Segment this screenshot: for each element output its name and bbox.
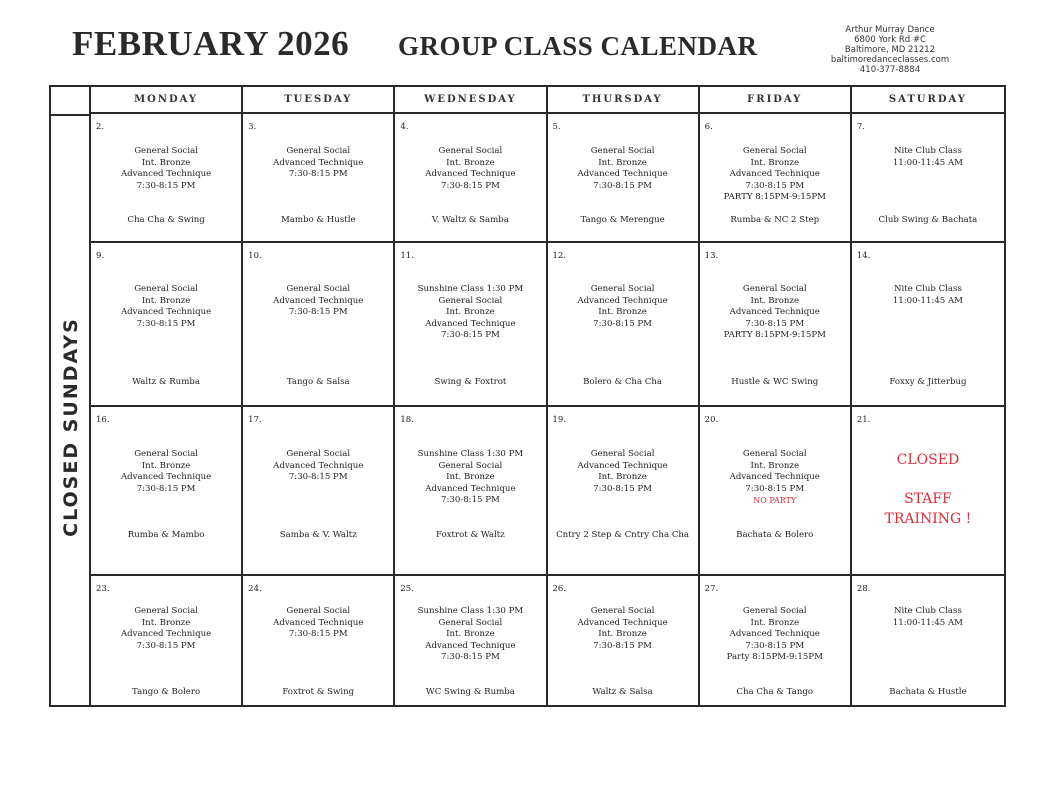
- class-schedule: [548, 449, 698, 495]
- day-cell: [395, 243, 547, 407]
- day-cell: [243, 114, 395, 243]
- class-line: 7:30-8:15 PM: [441, 180, 500, 191]
- class-line: General Social: [438, 295, 503, 306]
- day-number: 4.: [400, 122, 409, 132]
- class-line: Advanced Technique: [273, 157, 364, 168]
- day-cell: [700, 576, 852, 705]
- class-line: General Social: [134, 606, 198, 616]
- class-line: Advanced Technique: [729, 629, 820, 640]
- dance-styles: Bachata & Bolero: [736, 530, 814, 540]
- class-schedule: [91, 146, 241, 192]
- class-line: General Social: [742, 146, 807, 156]
- class-line: Sunshine Class 1:30 PM: [417, 284, 524, 294]
- dance-styles: Samba & V. Waltz: [279, 530, 357, 540]
- class-line: Int. Bronze: [750, 295, 800, 306]
- class-line: Nite Club Class: [893, 146, 962, 156]
- calendar-grid: [49, 85, 1006, 707]
- sunday-header: [51, 87, 89, 116]
- class-line: Party 8:15PM-9:15PM: [726, 652, 823, 663]
- day-cell: [700, 114, 852, 243]
- day-number: 6.: [704, 122, 713, 132]
- class-schedule: [852, 284, 1004, 307]
- class-schedule: [395, 606, 545, 664]
- day-number: 13.: [704, 251, 719, 261]
- class-line: 7:30-8:15 PM: [593, 483, 652, 494]
- class-line: 7:30-8:15 PM: [593, 318, 652, 329]
- day-cell: [852, 114, 1004, 243]
- dance-styles: Foxtrot & Waltz: [436, 530, 505, 540]
- class-schedule: [700, 606, 850, 664]
- class-schedule: [243, 146, 393, 181]
- class-line: 7:30-8:15 PM: [745, 483, 805, 494]
- class-line: Int. Bronze: [750, 157, 800, 168]
- class-line: 7:30-8:15 PM: [288, 169, 348, 180]
- day-number: 17.: [248, 415, 262, 425]
- day-number: 2.: [96, 122, 105, 132]
- day-header-thursday: THURSDAY: [548, 87, 700, 114]
- class-schedule: [548, 606, 698, 652]
- dance-styles: Tango & Merengue: [580, 215, 665, 225]
- class-line: General Social: [438, 146, 503, 156]
- class-line: Advanced Technique: [729, 169, 820, 180]
- month-title: FEBRUARY 2026: [72, 24, 350, 63]
- class-line: 7:30-8:15 PM: [136, 483, 196, 494]
- class-line: General Social: [590, 284, 655, 294]
- class-line: 7:30-8:15 PM: [136, 640, 196, 651]
- day-cell: [852, 243, 1004, 407]
- notice-line: CLOSED: [896, 452, 960, 468]
- no-party-note: NO PARTY: [753, 496, 797, 506]
- dance-styles: Waltz & Salsa: [592, 687, 653, 697]
- dance-styles: Bolero & Cha Cha: [583, 377, 663, 387]
- class-line: Int. Bronze: [446, 629, 495, 640]
- day-cell: [548, 243, 700, 407]
- class-line: Advanced Technique: [425, 318, 516, 329]
- day-number: 5.: [552, 122, 561, 132]
- class-line: Int. Bronze: [141, 157, 191, 168]
- day-header-monday: MONDAY: [91, 87, 243, 114]
- closed-notice: [852, 451, 1004, 529]
- class-line: 11:00-11:45 AM: [892, 157, 963, 168]
- class-line: Nite Club Class: [893, 606, 962, 616]
- class-line: 7:30-8:15 PM: [745, 318, 805, 329]
- day-header-tuesday: TUESDAY: [243, 87, 395, 114]
- day-number: 24.: [248, 584, 262, 594]
- class-line: Int. Bronze: [141, 295, 191, 306]
- class-line: Advanced Technique: [577, 169, 668, 180]
- dance-styles: Bachata & Hustle: [889, 687, 967, 697]
- class-line: Int. Bronze: [598, 307, 647, 318]
- class-schedule: [395, 449, 545, 507]
- class-schedule: [395, 284, 545, 342]
- day-cell: [852, 576, 1004, 705]
- day-number: 27.: [704, 584, 719, 594]
- class-schedule: [243, 284, 393, 319]
- dance-styles: Waltz & Rumba: [132, 377, 200, 387]
- class-schedule: [395, 146, 545, 192]
- day-cell: [548, 114, 700, 243]
- class-line: Advanced Technique: [425, 169, 516, 180]
- class-line: Advanced Technique: [120, 307, 212, 318]
- day-number: 19.: [552, 415, 567, 425]
- dance-styles: Club Swing & Bachata: [878, 215, 978, 225]
- class-line: Sunshine Class 1:30 PM: [417, 606, 524, 616]
- class-schedule: [91, 284, 241, 330]
- day-cell: [243, 576, 395, 705]
- class-schedule: [91, 449, 241, 495]
- dance-styles: Foxxy & Jitterbug: [889, 377, 967, 387]
- class-line: 7:30-8:15 PM: [288, 472, 348, 483]
- class-line: Advanced Technique: [577, 295, 668, 306]
- class-line: 7:30-8:15 PM: [441, 330, 500, 341]
- address-line: Arthur Murray Dance: [845, 25, 935, 35]
- day-cell: [700, 407, 852, 576]
- day-number: 10.: [248, 251, 262, 261]
- class-line: Sunshine Class 1:30 PM: [417, 449, 524, 459]
- class-line: 7:30-8:15 PM: [593, 640, 652, 651]
- day-number: 25.: [400, 584, 414, 594]
- day-number: 20.: [704, 415, 719, 425]
- class-line: General Social: [286, 146, 351, 156]
- class-line: 11:00-11:45 AM: [892, 295, 963, 306]
- day-cell: [243, 243, 395, 407]
- day-cell: [395, 576, 547, 705]
- class-line: General Social: [286, 284, 351, 294]
- class-schedule: [91, 606, 241, 652]
- class-line: General Social: [286, 449, 351, 459]
- day-header-friday: FRIDAY: [700, 87, 852, 114]
- day-number: 12.: [552, 251, 567, 261]
- dance-styles: Tango & Salsa: [286, 377, 350, 387]
- class-line: General Social: [134, 449, 198, 459]
- class-line: 7:30-8:15 PM: [441, 652, 500, 663]
- class-line: Advanced Technique: [425, 483, 516, 494]
- class-line: Int. Bronze: [446, 472, 495, 483]
- class-line: Int. Bronze: [598, 157, 647, 168]
- dance-styles: Hustle & WC Swing: [731, 377, 819, 387]
- class-line: Int. Bronze: [141, 460, 191, 471]
- class-line: Int. Bronze: [141, 617, 191, 628]
- day-number: 3.: [248, 122, 257, 132]
- class-schedule: [852, 146, 1004, 169]
- studio-address: [805, 25, 975, 75]
- day-cell: [548, 407, 700, 576]
- day-number: 7.: [856, 122, 865, 132]
- class-line: Advanced Technique: [120, 629, 212, 640]
- calendar-subtitle: GROUP CLASS CALENDAR: [398, 31, 758, 61]
- class-schedule: [852, 606, 1004, 629]
- class-line: 11:00-11:45 AM: [892, 617, 963, 628]
- dance-styles: Tango & Bolero: [132, 687, 201, 697]
- class-line: Advanced Technique: [273, 295, 364, 306]
- day-cell: [852, 407, 1004, 576]
- dance-styles: Rumba & Mambo: [127, 530, 205, 540]
- day-header-saturday: SATURDAY: [852, 87, 1004, 114]
- notice-line: [852, 471, 1004, 491]
- class-line: PARTY 8:15PM-9:15PM: [723, 330, 826, 341]
- class-line: Int. Bronze: [750, 617, 800, 628]
- class-line: Advanced Technique: [273, 617, 364, 628]
- class-line: General Social: [742, 284, 807, 294]
- address-line: 6800 York Rd #C: [854, 35, 926, 45]
- class-line: General Social: [590, 146, 655, 156]
- class-line: Advanced Technique: [120, 472, 212, 483]
- class-line: Int. Bronze: [446, 307, 495, 318]
- class-line: General Social: [134, 146, 198, 156]
- class-line: 7:30-8:15 PM: [136, 318, 196, 329]
- day-number: 21.: [856, 415, 871, 425]
- dance-styles: Rumba & NC 2 Step: [730, 215, 820, 225]
- day-cell: [243, 407, 395, 576]
- class-line: Advanced Technique: [577, 617, 668, 628]
- day-number: 28.: [856, 584, 871, 594]
- address-line: Baltimore, MD 21212: [844, 45, 936, 55]
- day-cell: [91, 243, 243, 407]
- dance-styles: V. Waltz & Samba: [431, 215, 509, 225]
- dance-styles: Cntry 2 Step & Cntry Cha Cha: [556, 530, 690, 540]
- closed-sundays-label: CLOSED SUNDAYS: [60, 317, 82, 537]
- class-line: Advanced Technique: [729, 472, 820, 483]
- day-cell: [91, 576, 243, 705]
- day-number: 18.: [400, 415, 414, 425]
- class-schedule: [548, 284, 698, 330]
- class-line: Int. Bronze: [446, 157, 495, 168]
- class-line: General Social: [590, 449, 655, 459]
- class-schedule: [700, 449, 850, 507]
- class-line: Advanced Technique: [425, 640, 516, 651]
- day-number: 14.: [856, 251, 871, 261]
- class-line: 7:30-8:15 PM: [593, 180, 652, 191]
- website-link[interactable]: baltimoredanceclasses.com: [830, 55, 950, 65]
- day-cell: [91, 114, 243, 243]
- class-line: General Social: [286, 606, 351, 616]
- day-cell: [91, 407, 243, 576]
- class-line: 7:30-8:15 PM: [441, 495, 500, 506]
- class-line: 7:30-8:15 PM: [288, 307, 348, 318]
- dance-styles: WC Swing & Rumba: [425, 687, 515, 697]
- class-line: Int. Bronze: [598, 472, 647, 483]
- days-grid: [91, 87, 1004, 705]
- class-line: Advanced Technique: [577, 460, 668, 471]
- class-line: General Social: [742, 449, 807, 459]
- sunday-column: [51, 87, 91, 705]
- dance-styles: Cha Cha & Tango: [736, 687, 814, 697]
- class-line: PARTY 8:15PM-9:15PM: [723, 192, 826, 203]
- day-cell: [395, 407, 547, 576]
- class-schedule: [548, 146, 698, 192]
- class-schedule: [243, 606, 393, 641]
- dance-styles: Swing & Foxtrot: [434, 377, 507, 387]
- class-line: Int. Bronze: [750, 460, 800, 471]
- class-line: Advanced Technique: [729, 307, 820, 318]
- day-number: 16.: [96, 415, 110, 425]
- day-number: 26.: [552, 584, 567, 594]
- class-line: 7:30-8:15 PM: [136, 180, 196, 191]
- class-line: General Social: [590, 606, 655, 616]
- phone-number: 410-377-8884: [859, 65, 921, 75]
- day-number: 11.: [400, 251, 414, 261]
- class-line: General Social: [438, 617, 503, 628]
- class-schedule: [700, 146, 850, 204]
- class-line: General Social: [438, 460, 503, 471]
- day-number: 23.: [96, 584, 110, 594]
- day-cell: [548, 576, 700, 705]
- dance-styles: Foxtrot & Swing: [282, 687, 355, 697]
- day-header-wednesday: WEDNESDAY: [395, 87, 547, 114]
- notice-line: STAFF: [904, 491, 952, 507]
- class-line: Nite Club Class: [893, 284, 962, 294]
- class-line: 7:30-8:15 PM: [288, 629, 348, 640]
- class-line: General Social: [742, 606, 807, 616]
- class-line: Advanced Technique: [120, 169, 212, 180]
- day-cell: [395, 114, 547, 243]
- class-line: 7:30-8:15 PM: [745, 180, 805, 191]
- class-line: Advanced Technique: [273, 460, 364, 471]
- class-schedule: [700, 284, 850, 342]
- day-cell: [700, 243, 852, 407]
- class-schedule: [243, 449, 393, 484]
- day-number: 9.: [96, 251, 105, 261]
- dance-styles: Cha Cha & Swing: [127, 215, 205, 225]
- notice-line: TRAINING !: [884, 510, 972, 527]
- dance-styles: Mambo & Hustle: [280, 215, 356, 225]
- class-line: 7:30-8:15 PM: [745, 640, 805, 651]
- class-line: General Social: [134, 284, 198, 294]
- class-line: Int. Bronze: [598, 629, 647, 640]
